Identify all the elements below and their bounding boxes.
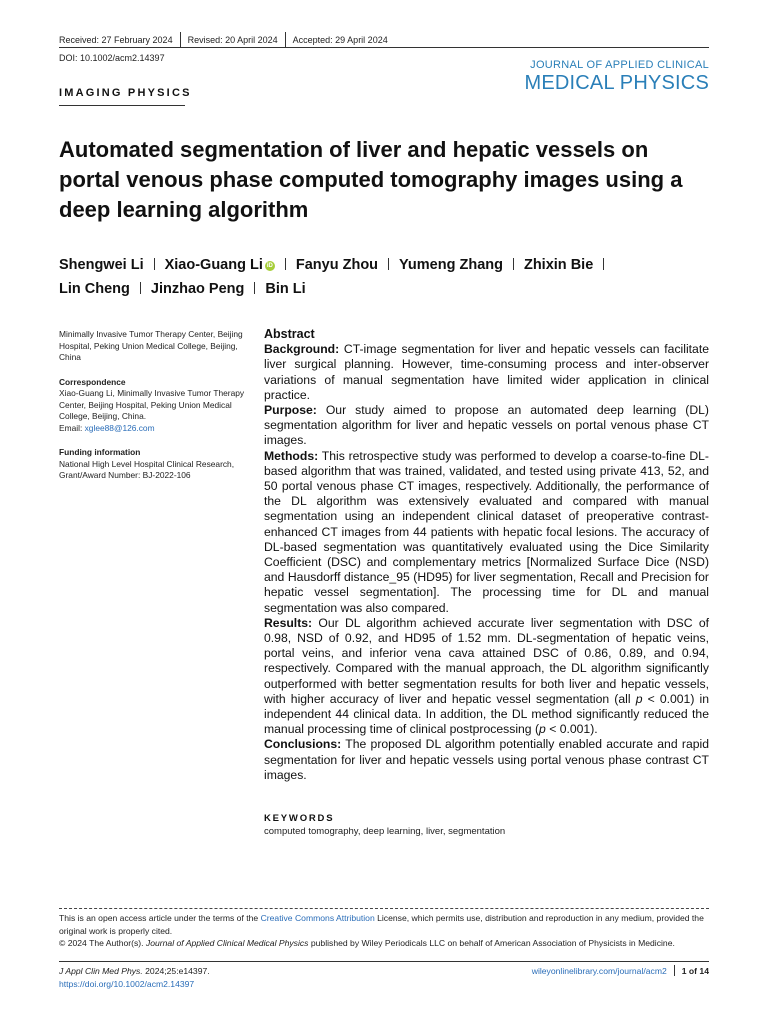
- footer-rule: [59, 961, 709, 962]
- cc-license-link[interactable]: Creative Commons Attribution: [260, 913, 375, 923]
- p-value-symbol: p: [539, 722, 546, 737]
- author-name[interactable]: Shengwei Li: [59, 257, 144, 273]
- citation-journal: J Appl Clin Med Phys.: [59, 966, 143, 976]
- methods-text: This retrospective study was performed to develop a coarse-to-fine DL-based algorithm that was trained, validated, and tested using private 413, 52, and 50 portal venous phase CT images, respectively. Additionally, the performance of the DL algorithm was extensively evaluated and compared with manual segmentation using an independent clinical dataset of preoperative contrast-enhanced CT images from 44 patients with hepatic focal lesions. The accuracy of DL-based segmentation was quantitatively evaluated using the Dice Similarity Coefficient (DSC) and complementary metrics [Normalized Surface Dice (NSD) and Hausdorff distance_95 (HD95) for liver segmentation, Recall and Precision for hepatic vessel segmentation]. The processing time for DL and manual segmentation was also compared.: [264, 448, 709, 615]
- accepted-date: Accepted: 29 April 2024: [292, 34, 388, 45]
- abstract-results: [264, 616, 709, 738]
- email-line: [59, 423, 249, 435]
- email-link[interactable]: xglee88@126.com: [84, 422, 155, 433]
- journal-site-link[interactable]: wileyonlinelibrary.com/journal/acm2: [531, 965, 667, 976]
- citation-details: 2024;25:e14397.: [142, 966, 210, 976]
- author-divider: [513, 258, 514, 270]
- correspondence-heading: Correspondence: [59, 376, 126, 387]
- footnote-rule: [59, 908, 709, 909]
- doi: DOI: 10.1002/acm2.14397: [59, 53, 165, 63]
- author-name[interactable]: Lin Cheng: [59, 281, 130, 297]
- purpose-text: Our study aimed to propose an automated deep learning (DL) segmentation algorithm for liver and hepatic vessels on portal venous phase CT images.: [264, 403, 709, 448]
- author-name[interactable]: Yumeng Zhang: [399, 257, 503, 273]
- orcid-icon[interactable]: iD: [266, 263, 273, 269]
- methods-label: Methods:: [264, 448, 319, 463]
- author-name[interactable]: Jinzhao Peng: [150, 281, 245, 297]
- author-name[interactable]: Fanyu Zhou: [295, 257, 379, 273]
- keywords: [264, 813, 709, 837]
- funding: [59, 447, 249, 482]
- journal-logo[interactable]: [524, 59, 709, 94]
- copyright-text: published by Wiley Periodicals LLC on behalf of American Association of Physicists in Medicine.: [308, 938, 675, 948]
- author-name[interactable]: Zhixin Bie: [523, 257, 594, 273]
- section-label: IMAGING PHYSICS: [59, 87, 192, 99]
- affiliation: Minimally Invasive Tumor Therapy Center, Beijing Hospital, Peking Union Medical College, Beijing, China: [59, 329, 243, 362]
- results-text-a: Our DL algorithm achieved accurate liver segmentation with DSC of 0.98, NSD of 0.92, and HD95 of 1.52 mm. DL-segmentation of hepatic veins, portal veins, and inferior vena cava attained DSC of 0.86, 0.89, and 0.94, respectively. Compared with the manual approach, the DL algorithm significantly outperformed with better segmentation results for both liver and hepatic vessels, with higher accuracy of liver and hepatic vessel segmentation (all: [264, 615, 709, 706]
- footer-citation: [59, 965, 210, 990]
- keywords-list: computed tomography, deep learning, liver, segmentation: [264, 826, 506, 837]
- section-rule: [59, 105, 185, 106]
- abstract-background: [264, 342, 709, 403]
- header-rule: [59, 47, 709, 48]
- author-divider: [603, 258, 604, 270]
- abstract-purpose: [264, 403, 709, 449]
- date-divider: [285, 32, 286, 47]
- abstract-heading: Abstract: [264, 327, 315, 341]
- footer-right: [532, 965, 709, 976]
- author-list: [59, 253, 719, 301]
- author-divider: [154, 258, 155, 270]
- author-divider: [285, 258, 286, 270]
- date-divider: [180, 32, 181, 47]
- results-label: Results:: [264, 615, 313, 630]
- article-title: Automated segmentation of liver and hepatic vessels on portal venous phase computed tomography images using a deep learning algorithm: [59, 137, 683, 222]
- received-date: Received: 27 February 2024: [59, 34, 173, 45]
- journal-logo-line1: JOURNAL OF APPLIED CLINICAL: [530, 59, 709, 71]
- page-number: 1 of 14: [681, 965, 709, 976]
- conclusions-label: Conclusions:: [264, 737, 342, 752]
- correspondence: [59, 377, 249, 435]
- author-divider: [388, 258, 389, 270]
- author-name[interactable]: Bin Li: [265, 281, 306, 297]
- author-divider: [140, 282, 141, 294]
- abstract-methods: [264, 449, 709, 616]
- correspondence-text: Xiao-Guang Li, Minimally Invasive Tumor Therapy Center, Beijing Hospital, Peking Union Medical College, Beijing, China.: [59, 388, 245, 421]
- background-text: CT-image segmentation for liver and hepatic vessels can facilitate liver surgical planning. However, time-consuming process and inter-observer variations of manual segmentation have limited wider application in clinical practice.: [264, 342, 710, 402]
- journal-name: Journal of Applied Clinical Medical Physics: [145, 938, 309, 948]
- citation-line: [59, 965, 210, 978]
- revised-date: Revised: 20 April 2024: [187, 34, 278, 45]
- open-access-text: This is an open access article under the terms of the: [59, 913, 261, 923]
- email-label: Email:: [59, 422, 83, 433]
- abstract-conclusions: [264, 737, 709, 783]
- open-access-text: License, which permits use, distribution and reproduction in any medium, provided the original work is properly cited.: [59, 913, 704, 936]
- copyright-note: [59, 937, 714, 950]
- author-divider: [254, 282, 255, 294]
- p-value-symbol: p: [635, 691, 643, 706]
- license-footnote: [59, 912, 714, 950]
- open-access-note: [59, 912, 714, 937]
- funding-text: National High Level Hospital Clinical Research, Grant/Award Number: BJ-2022-106: [59, 458, 235, 480]
- keywords-heading: KEYWORDS: [264, 813, 335, 824]
- results-text-c: < 0.001).: [545, 722, 598, 737]
- footer-divider: [674, 965, 675, 976]
- abstract: [264, 327, 709, 783]
- sidebar: [59, 329, 249, 495]
- purpose-label: Purpose:: [264, 403, 317, 418]
- journal-logo-line2: MEDICAL PHYSICS: [524, 72, 709, 94]
- results-text-b: < 0.001) in independent 44 clinical data. In addition, the DL method significantly reduced the manual processing time of clinical postprocessing (: [264, 691, 710, 737]
- article-dates: [59, 32, 388, 47]
- author-name[interactable]: Xiao-Guang Li: [164, 257, 263, 273]
- background-label: Background:: [264, 342, 340, 357]
- copyright-text: © 2024 The Author(s).: [59, 938, 146, 948]
- conclusions-text: The proposed DL algorithm potentially enabled accurate and rapid segmentation for liver and hepatic vessels using portal venous phase contrast CT images.: [264, 737, 709, 782]
- funding-heading: Funding information: [59, 447, 141, 457]
- doi-link[interactable]: https://doi.org/10.1002/acm2.14397: [59, 978, 195, 989]
